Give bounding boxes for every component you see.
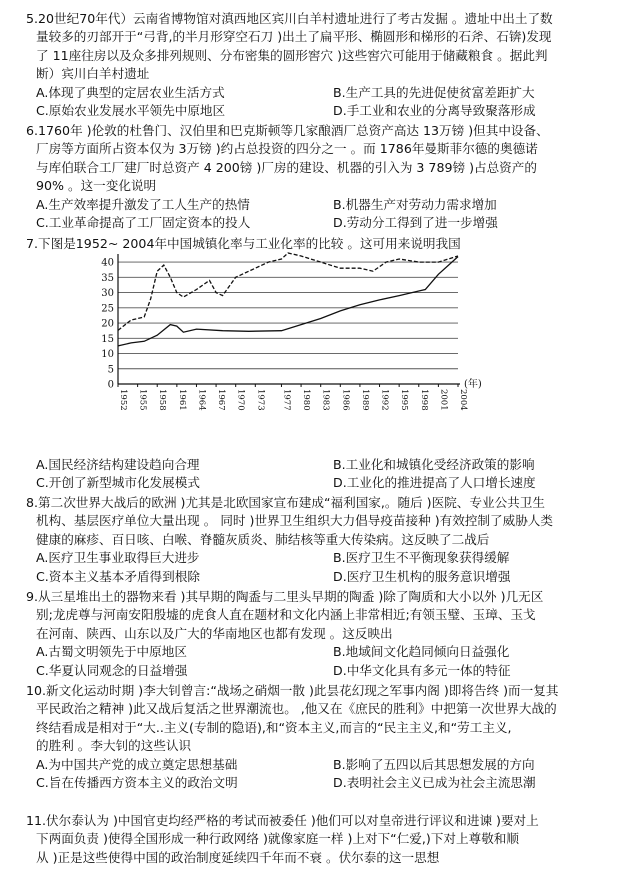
question-5 (26, 10, 600, 120)
question-5-line: 量较多的刃部开于“弓背,的半月形穿空石刀 )出土了扁平形、椭圆形和梯形的石斧、石锛)发现 (36, 29, 552, 45)
option-c[interactable]: C.华夏认同观念的日益增强 (36, 662, 188, 678)
question-11-line: 11.伏尔泰认为 )中国官吏均经严格的考试而被委任 )他们可以对皇帝进行评议和进谏 )要对上 (26, 813, 539, 828)
question-8-line: 8.第二次世界大战后的欧洲 )尤其是北欧国家宣布建成“福利国家,。随后 )医院、专业公共卫生 (26, 495, 545, 510)
y-tick-label: 25 (101, 303, 114, 315)
question-6-line: 与库伯联合工厂建厂时总资产 4 200镑 )厂房的建设、机器的引入为 3 789镑 )占总资产的 (36, 159, 537, 175)
x-tick-label: 1992 (379, 389, 390, 411)
option-d[interactable]: D.手工业和农业的分离导致聚落形成 (333, 103, 536, 119)
y-tick-label: 0 (107, 379, 114, 391)
question-6-line: 90% 。这一变化说明 (36, 178, 157, 194)
question-5-line: 5.20世纪70年代）云南省博物馆对滇西地区宾川白羊村遗址进行了考古发掘 。遗址中出土了数 (26, 11, 553, 26)
question-8-options (26, 549, 600, 586)
x-tick-label: 1998 (418, 389, 429, 411)
option-d[interactable]: D.中华文化具有多元一体的特征 (333, 662, 511, 678)
x-tick-label: 1967 (216, 389, 227, 411)
question-8 (26, 494, 600, 586)
question-6-line: 6.1760年 )伦敦的杜鲁门、汉伯里和巴克斯顿等几家酿酒厂总资产高达 13万镑 )但其中设备、 (26, 123, 549, 138)
series-line-solid (118, 257, 458, 346)
question-7-stem: 7.下图是1952~ 2004年中国城镇化率与工业化率的比较 。这可用来说明我国 (26, 236, 461, 251)
option-b[interactable]: B.机器生产对劳动力需求增加 (333, 196, 497, 212)
question-5-line: 了 11座往房以及众多排列规则、分布密集的圆形窖穴 )这些窖穴可能用于储藏粮食 。据此判 (36, 47, 548, 63)
question-6-options (26, 196, 600, 233)
option-c[interactable]: C.资本主义基本矛盾得到根除 (36, 568, 200, 584)
question-10-options (26, 756, 600, 793)
question-9-line: 在河南、陕西、山东以及广大的华南地区也都有发现 。这反映出 (36, 625, 393, 641)
question-9-options (26, 643, 600, 680)
option-a[interactable]: A.为中国共产党的成立奠定思想基础 (36, 756, 238, 772)
option-d[interactable]: D.工业化的推进提高了人口增长速度 (333, 475, 536, 491)
option-b[interactable]: B.生产工具的先进促使贫富差距扩大 (333, 84, 535, 100)
x-tick-label: 1995 (399, 389, 410, 411)
x-tick-label: 1952 (118, 389, 128, 411)
question-10-line: 终结看成是相对于“大..主义(专制的隐语),和“资本主义,而言的“民主主义,和“劳工主义, (36, 719, 512, 735)
series-line-dashed (118, 253, 458, 330)
x-tick-label: 1977 (281, 389, 292, 411)
question-6 (26, 122, 600, 232)
urbanization-industrialization-chart (40, 252, 480, 412)
question-7-options (26, 456, 600, 493)
x-tick-label: 1989 (359, 389, 370, 411)
x-tick-label: 2001 (438, 389, 449, 411)
question-5-line: 断）宾川白羊村遗址 (36, 66, 150, 82)
question-5-options (26, 84, 600, 121)
x-tick-label: 1958 (157, 389, 168, 411)
option-b[interactable]: B.工业化和城镇化受经济政策的影响 (333, 457, 535, 472)
x-tick-label: 1964 (196, 389, 207, 411)
question-8-line: 健康的麻疹、百日咳、白喉、脊髓灰质炎、肺结核等重大传染病。这反映了二战后 (36, 531, 490, 547)
question-8-line: 机构、基层医疗单位大量出现 。 同时 )世界卫生组织大力倡导疫苗接种 )有效控制了威胁人类 (36, 513, 553, 529)
x-tick-label: 1970 (235, 389, 246, 411)
option-b[interactable]: B.医疗卫生不平衡现象获得缓解 (333, 550, 510, 566)
x-tick-label: 1983 (320, 389, 331, 411)
question-10-line: 10.新文化运动时期 )李大钊曾言:“战场之硝烟一散 )此昙花幻现之军事内阁 )即将告终 )而一复其 (26, 683, 559, 698)
x-tick-label: 1955 (137, 389, 148, 411)
y-tick-label: 35 (101, 272, 114, 284)
x-tick-label: 1986 (340, 389, 351, 411)
option-c[interactable]: C.原始农业发展水平领先中原地区 (36, 103, 226, 119)
option-b[interactable]: B.影响了五四以后其思想发展的方向 (333, 756, 535, 772)
option-a[interactable]: A.体现了典型的定居农业生活方式 (36, 84, 225, 100)
option-b[interactable]: B.地域间文化趋同倾向日益强化 (333, 644, 510, 660)
question-7 (26, 235, 600, 253)
option-a[interactable]: A.医疗卫生事业取得巨大进步 (36, 550, 200, 566)
y-tick-label: 40 (101, 257, 114, 269)
option-c[interactable]: C.旨在传播西方资本主义的政治文明 (36, 775, 238, 791)
x-axis-unit: (年) (464, 379, 482, 390)
option-a[interactable]: A.生产效率提升激发了工人生产的热情 (36, 196, 250, 212)
question-7-options-block (26, 456, 600, 493)
question-10 (26, 682, 600, 792)
x-tick-label: 1973 (255, 389, 266, 411)
question-10-line: 的胜利 。李大钊的这些认识 (36, 738, 192, 754)
question-9-line: 别;龙虎尊与河南安阳殷墟的虎食人直在题材和文化内涵上非常相近;有领玉璧、玉璋、玉戈 (36, 607, 536, 623)
option-d[interactable]: D.医疗卫生机构的服务意识增强 (333, 568, 511, 584)
y-tick-label: 10 (101, 349, 114, 361)
question-9-line: 9.从三星堆出土的器物来看 )其早期的陶盉与二里头早期的陶盉 )除了陶质和大小以外 )几无区 (26, 589, 544, 604)
option-d[interactable]: D.表明社会主义已成为社会主流思潮 (333, 775, 536, 791)
y-tick-label: 20 (101, 318, 114, 330)
y-tick-label: 30 (101, 288, 114, 300)
question-11-line: 从 )正是这些使得中国的政治制度延续四千年而不衰 。伏尔泰的这一思想 (36, 849, 440, 865)
question-11-line: 下两面负责 )使得全国形成一种行政网络 )就像家庭一样 )上对下“仁爱,)下对上尊敬和顺 (36, 831, 519, 847)
question-11 (26, 812, 600, 867)
option-a[interactable]: A.古蜀文明领先于中原地区 (36, 644, 187, 660)
x-tick-label: 1980 (301, 389, 312, 411)
x-tick-label: 2004 (458, 389, 468, 411)
option-c[interactable]: C.开创了新型城市化发展模式 (36, 475, 200, 491)
y-tick-label: 15 (101, 333, 114, 345)
question-10-line: 平民政治之精神 )此又战后复活之世界潮流也。 ,他又在《庶民的胜利》中把第一次世界大战的 (36, 701, 557, 717)
question-9 (26, 588, 600, 680)
option-d[interactable]: D.劳动分工得到了进一步增强 (333, 215, 498, 231)
question-6-line: 厂房等方面所占资本仅为 3万镑 )约占总投资的四分之一 。而 1786年曼斯菲尔德的奥德诺 (36, 141, 538, 157)
y-tick-label: 5 (107, 364, 114, 376)
option-c[interactable]: C.工业革命提高了工厂固定资本的投人 (36, 215, 251, 231)
option-a[interactable]: A.国民经济结构建设趋向合理 (36, 457, 200, 472)
x-tick-label: 1961 (176, 389, 187, 411)
